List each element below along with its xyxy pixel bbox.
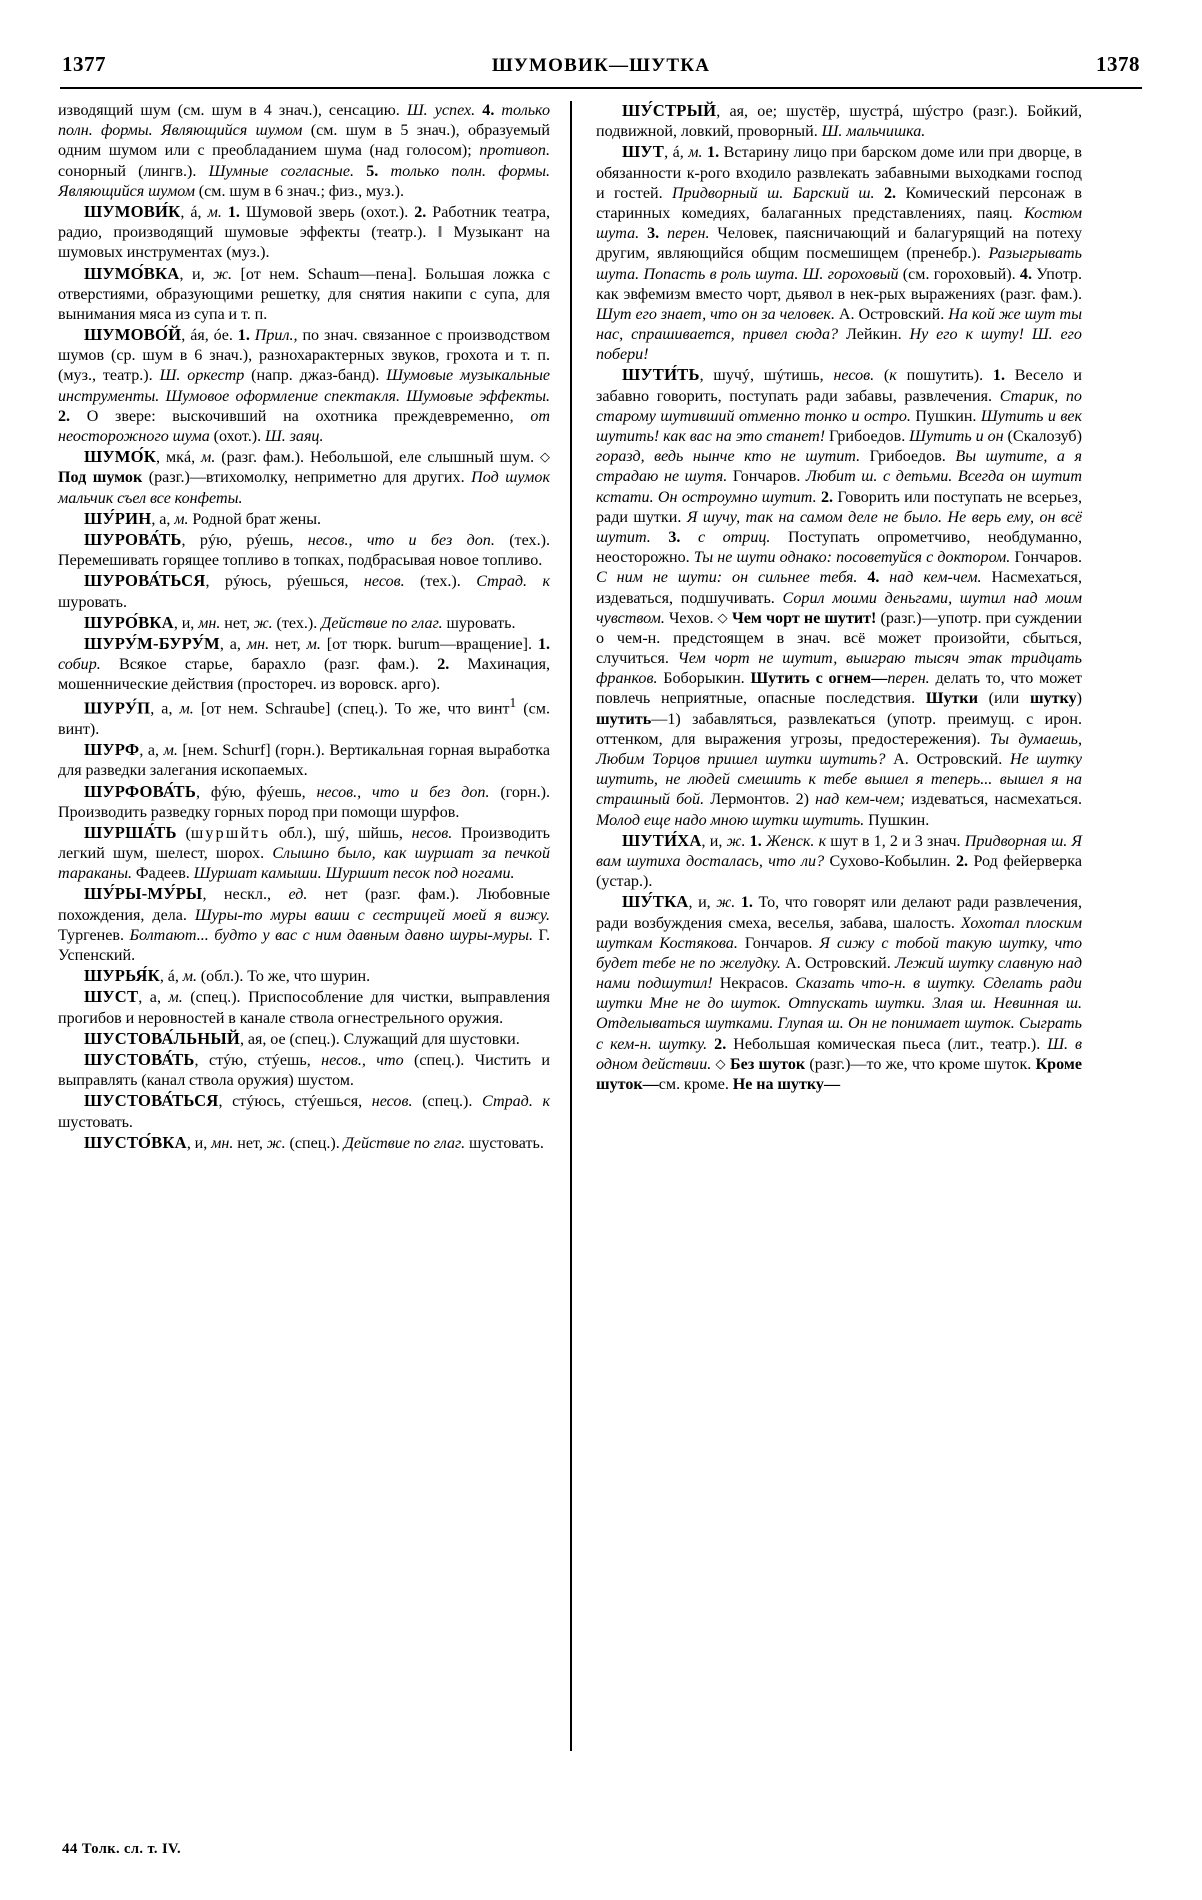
dictionary-entry: ШУСТ, а, м. (спец.). Приспособление для чистки, выправления прогибов и неровностей в канале ствола огнестрельного оружия.: [58, 987, 550, 1027]
dictionary-entry: ШУРУ́М-БУРУ́М, а, мн. нет, м. [от тюрк. burum—вращение]. 1. собир. Всякое старье, барахло (разг. фам.). 2. Махинация, мошеннические действия (простореч. из воровск. арго).: [58, 633, 551, 694]
dictionary-entry: ШУСТО́ВКА, и, мн. нет, ж. (спец.). Действие по глаг. шустовать.: [84, 1132, 544, 1152]
column-right: [570, 101, 1082, 1751]
dictionary-entry: ШУМОВО́Й, áя, óе. 1. Прил., по знач. связанное с производством шумов (ср. шум в 6 знач.), разнохарактерных звуков, грохота и т. п. (муз., театр.). Ш. оркестр (напр. джаз-банд). Шумовые музыкальные инструменты. Шумовое оформление спектакля. Шумовые эффекты. 2. О звере: выскочивший на охотника преждевременно, от неосторожного шума (охот.). Ш. заяц.: [58, 325, 551, 445]
dictionary-entry: ШУ́РЫ-МУ́РЫ, нескл., ед. нет (разг. фам.). Любовные похождения, дела. Шуры-то муры ваши с сестрицей моей я вижу. Тургенев. Болтают... будто у вас с ним давным давно шуры-муры. Г. Успенский.: [58, 884, 550, 965]
dictionary-entry: ШУРЬЯ́К, á, м. (обл.). То же, что шурин.: [84, 966, 371, 986]
dictionary-entry: ШУРО́ВКА, и, мн. нет, ж. (тех.). Действие по глаг. шуровать.: [84, 612, 516, 632]
dictionary-entry: ШУТИ́ТЬ, шучý, шýтишь, несов. (к пошутить). 1. Весело и забавно говорить, поступать ради забавы, развлечения. Старик, по старому шутивший отменно тонко и остро. Пушкин. Шутить и век шутить! как вас на это станет! Грибоедов. Шутить и он (Скалозуб) горазд, ведь нынче кто не шутит. Грибоедов. Вы шутите, а я страдаю не шутя. Гончаров. Любит ш. с детьми. Всегда он шутит кстати. Он остроумно шутит. 2. Говорить или поступать не всерьез, ради шутки. Я шучу, так на самом деле не было. Не верь ему, он всё шутит. 3. с отриц. Поступать опрометчиво, необдуманно, неосторожно. Ты не шути однако: посоветуйся с доктором. Гончаров. С ним не шути: он сильнее тебя. 4. над кем-чем. Насмехаться, издеваться, подшучивать. Сорил моими деньгами, шутил над моим чувством. Чехов. ◇ Чем чорт не шутит! (разг.)—употр. при суждении о чем-н. предстоящем в знач. всё может произойти, сбыться, случиться. Чем чорт не шутит, выиграю тысяч этак тридцать франков. Боборыкин. Шутить с огнем—перен. делать то, что может повлечь неприятные, опасные последствия. Шутки (или шутку) шутить—1) забавляться, развлекаться (употр. преимущ. с ирон. оттенком, для выражения угрозы, предостережения). Ты думаешь, Любим Торцов пришел шутки шутить? А. Островский. Не шутку шутить, не людей смешить к тебе вышел я теперь... вышел я на страшный бой. Лермонтов. 2) над кем-чем; издеваться, насмехаться. Молод еще надо мною шутки шутить. Пушкин.: [596, 365, 1083, 829]
dictionary-entry: ШУРУ́П, а, м. [от нем. Schraube] (спец.). То же, что винт$^1$ (см. винт).: [58, 695, 550, 738]
dictionary-entry: ШУСТОВА́ЛЬНЫЙ, ая, ое (спец.). Служащий для шустовки.: [84, 1028, 520, 1048]
dictionary-entry: ШУТИ́ХА, и, ж. 1. Женск. к шут в 1, 2 и 3 знач. Придворная ш. Я вам шутиха досталась, что ли? Сухово-Кобылин. 2. Род фейерверка (устар.).: [596, 830, 1083, 891]
dictionary-entry: ШУТ, á, м. 1. Встарину лицо при барском доме или при дворце, в обязанности к-рого входило развлекать забавными выходками господ и гостей. Придворный ш. Барский ш. 2. Комический персонаж в старинных комедиях, балаганных представлениях, паяц. Костюм шута. 3. перен. Человек, паясничающий и балагурящий на потеху другим, являющийся общим посмешищем (пренебр.). Разыгрывать шута. Попасть в роль шута. Ш. гороховый (см. гороховый). 4. Употр. как эвфемизм вместо чорт, дьявол в нек-рых выражениях (разг. фам.). Шут его знает, что он за человек. А. Островский. На кой же шут ты нас, спрашивается, привел сюда? Лейкин. Ну его к шуту! Ш. его побери!: [596, 142, 1083, 364]
column-left: [58, 101, 570, 1751]
dictionary-entry: ШУРОВА́ТЬ, рýю, рýешь, несов., что и без доп. (тех.). Перемешивать горящее топливо в топках, подбрасывая новое топливо.: [58, 529, 550, 570]
dictionary-entry: ШУМОВИ́К, á, м. 1. Шумовой зверь (охот.). 2. Работник театра, радио, производящий шумовые эффекты (театр.). ‖ Музыкант на шумовых инструментах (муз.).: [58, 201, 551, 262]
dictionary-entry: ШУ́СТРЫЙ, ая, ое; шустёр, шустрá, шýстро (разг.). Бойкий, подвижной, ловкий, проворный. Ш. мальчишка.: [596, 101, 1082, 141]
dictionary-entry: ШУРОВА́ТЬСЯ, рýюсь, рýешься, несов. (тех.). Страд. к шуровать.: [58, 571, 550, 611]
dictionary-entry: ШУРФ, а, м. [нем. Schurf] (горн.). Вертикальная горная выработка для разведки залегания ископаемых.: [58, 740, 550, 780]
signature-number: 44: [62, 1841, 78, 1857]
dictionary-entry: ШУСТОВА́ТЬ, стýю, стýешь, несов., что (спец.). Чистить и выправлять (канал ствола оружия) шустом.: [58, 1049, 550, 1090]
folio-right: 1378: [1096, 52, 1140, 76]
dictionary-entry: ШУ́РИН, а, м. Родной брат жены.: [84, 508, 322, 528]
column-container: [58, 101, 1144, 1751]
folio-left: 1377: [62, 52, 106, 76]
dictionary-entry: ШУМО́К, мкá, м. (разг. фам.). Небольшой, еле слышный шум. ◇ Под шумок (разг.)—втихомолку, неприметно для других. Под шумок мальчик съел все конфеты.: [58, 447, 551, 507]
dictionary-entry: ШУРФОВА́ТЬ, фýю, фýешь, несов., что и без доп. (горн.). Производить разведку горных пород при помощи шурфов.: [58, 781, 550, 821]
dictionary-entry: ШУРША́ТЬ (шуршйть обл.), шý, шйшь, несов. Производить легкий шум, шелест, шорох. Слышно было, как шуршат за печкой тараканы. Фадеев. Шуршат камыши. Шуршит песок под ногами.: [58, 822, 550, 883]
running-head: [58, 52, 1144, 77]
running-headword-range: ШУМОВИК—ШУТКА: [491, 55, 711, 76]
header-rule: [60, 87, 1142, 89]
dictionary-entry: ШУ́ТКА, и, ж. 1. То, что говорят или делают ради развлечения, ради возбуждения смеха, веселья, забава, шалость. Хохотал плоским шуткам Костякова. Гончаров. Я сижу с тобой такую шутку, что будет тебе не по желудку. А. Островский. Лежий шутку славную над нами подшутил! Некрасов. Сказать что-н. в шутку. Сделать ради шутки Мне не до шуток. Отпускать шутки. Злая ш. Невинная ш. Отделываться шутками. Глупая ш. Он не понимает шуток. Сыграть с кем-н. шутку. 2. Небольшая комическая пьеса (лит., театр.). Ш. в одном действии. ◇ Без шуток (разг.)—то же, что кроме шуток. Кроме шуток—см. кроме. Не на шутку—: [596, 892, 1083, 1093]
dictionary-entry: ШУСТОВА́ТЬСЯ, стýюсь, стýешься, несов. (спец.). Страд. к шустовать.: [58, 1091, 550, 1131]
page-footer: [62, 1841, 181, 1858]
dictionary-entry: изводящий шум (см. шум в 4 знач.), сенсацию. Ш. успех. 4. только полн. формы. Являющийся шумом (см. шум в 5 знач.), образуемый одним шумом или с преобладанием шума (над голосом); противоп. сонорный (лингв.). Шумные согласные. 5. только полн. формы. Являющийся шумом (см. шум в 6 знач.; физ., муз.).: [58, 102, 550, 200]
dictionary-entry: ШУМО́ВКА, и, ж. [от нем. Schaum—пена]. Большая ложка с отверстиями, образующими решетку, для снятия накипи с супа, для вынимания мяса из супа и т. п.: [58, 263, 551, 323]
footer-text: Толк. сл. т. IV.: [81, 1841, 182, 1857]
